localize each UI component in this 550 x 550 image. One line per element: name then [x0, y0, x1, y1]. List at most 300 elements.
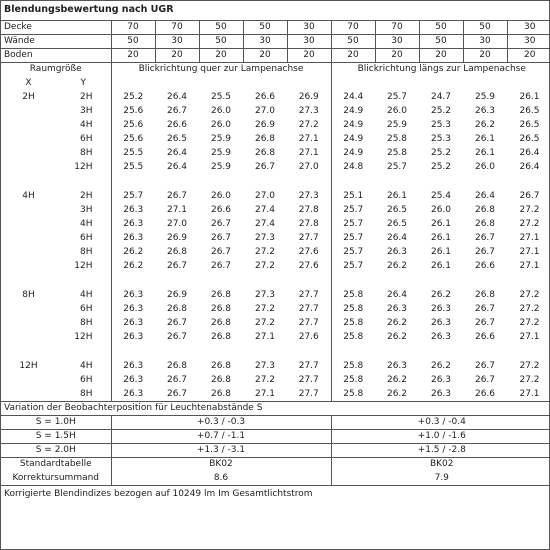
ugr-value-crosswise: 26.6	[254, 92, 276, 102]
ugr-value-crosswise: 27.2	[254, 375, 276, 385]
reflectance-value: 50	[419, 20, 463, 34]
ugr-value-lengthwise: 25.8	[343, 388, 364, 399]
variation-row	[1, 415, 550, 429]
ugr-value-crosswise: 26.3	[123, 318, 144, 328]
group-spacer	[1, 344, 550, 359]
room-y: 8H	[56, 316, 111, 330]
ugr-value-lengthwise: 25.8	[343, 375, 364, 385]
ugr-value-lengthwise: 26.4	[519, 148, 540, 158]
ugr-value-lengthwise: 26.7	[474, 233, 496, 243]
ugr-value-lengthwise: 26.2	[386, 388, 408, 399]
ugr-value-crosswise: 27.1	[254, 332, 276, 342]
table-row	[1, 203, 550, 217]
ugr-value-lengthwise: 25.7	[343, 261, 364, 271]
view-lengthwise-label: Blickrichtung längs zur Lampenachse	[357, 64, 526, 75]
ugr-value-crosswise: 26.7	[210, 233, 232, 243]
ugr-value-lengthwise: 26.1	[386, 191, 408, 201]
reflectance-value: 30	[287, 20, 331, 34]
room-y: 8H	[56, 146, 111, 160]
ugr-value-lengthwise: 26.1	[474, 148, 496, 158]
ugr-value-crosswise: 26.9	[287, 90, 331, 104]
ugr-value-crosswise: 27.3	[254, 290, 276, 300]
table-row	[1, 259, 550, 273]
reflectance-row	[1, 20, 550, 34]
reflectance-value: 50	[199, 34, 243, 48]
ugr-value-crosswise: 26.0	[210, 120, 232, 130]
ugr-value-lengthwise: 27.2	[519, 361, 540, 371]
variation-spacing: S = 2.0H	[1, 443, 111, 457]
ugr-value-lengthwise: 25.7	[343, 205, 364, 215]
reflectance-value: 70	[111, 20, 155, 34]
room-x: 8H	[22, 290, 35, 300]
ugr-value-lengthwise: 26.2	[386, 261, 408, 271]
room-size-label: Raumgröße	[1, 62, 111, 76]
y-label: Y	[56, 76, 111, 90]
table-row	[1, 118, 550, 132]
ugr-value-lengthwise: 26.0	[430, 205, 452, 215]
ugr-value-crosswise: 27.0	[287, 160, 331, 174]
ugr-value-lengthwise: 26.1	[430, 261, 452, 271]
ugr-value-crosswise: 26.6	[166, 120, 188, 130]
ugr-value-crosswise: 27.1	[166, 205, 188, 215]
ugr-value-crosswise: 27.0	[254, 191, 276, 201]
room-y: 2H	[56, 90, 111, 104]
xy-header-row	[1, 76, 550, 90]
room-y: 3H	[56, 203, 111, 217]
ugr-value-crosswise: 27.7	[287, 231, 331, 245]
room-y: 4H	[56, 217, 111, 231]
reflectance-value: 20	[243, 48, 287, 62]
ugr-value-crosswise: 26.8	[254, 148, 276, 158]
ugr-value-crosswise: 26.3	[123, 219, 144, 229]
ugr-value-lengthwise: 27.1	[519, 233, 540, 243]
ugr-value-crosswise: 27.7	[287, 387, 331, 401]
variation-row	[1, 429, 550, 443]
standard-table-lengthwise: BK02	[429, 459, 454, 470]
ugr-value-crosswise: 27.0	[166, 219, 188, 229]
ugr-value-lengthwise: 27.2	[519, 205, 540, 215]
room-y: 12H	[56, 160, 111, 174]
ugr-value-lengthwise: 26.2	[430, 361, 452, 371]
room-x: 4H	[22, 191, 35, 201]
ugr-value-lengthwise: 26.7	[474, 375, 496, 385]
ugr-value-crosswise: 26.7	[166, 261, 188, 271]
ugr-value-lengthwise: 26.7	[474, 304, 496, 314]
room-y: 6H	[56, 373, 111, 387]
reflectance-value: 30	[287, 34, 331, 48]
ugr-value-lengthwise: 24.9	[343, 148, 364, 158]
ugr-value-crosswise: 27.7	[287, 359, 331, 373]
ugr-value-lengthwise: 26.3	[386, 304, 408, 314]
reflectance-value: 50	[463, 20, 507, 34]
ugr-value-lengthwise: 25.8	[343, 361, 364, 371]
ugr-value-lengthwise: 26.4	[386, 290, 408, 300]
variation-label: Variation der Beobachterposition für Leuchtenabstände S	[1, 401, 550, 415]
room-y: 12H	[56, 259, 111, 273]
ugr-value-crosswise: 26.7	[210, 247, 232, 257]
table-row	[1, 146, 550, 160]
variation-row	[1, 443, 550, 457]
table-row	[1, 288, 550, 302]
ugr-value-crosswise: 26.3	[123, 388, 144, 399]
ugr-value-lengthwise: 26.1	[519, 92, 540, 102]
ugr-value-crosswise: 25.6	[123, 134, 144, 144]
reflectance-value: 20	[199, 48, 243, 62]
room-y: 6H	[56, 302, 111, 316]
reflectance-value: 50	[111, 34, 155, 48]
ugr-value-crosswise: 25.9	[210, 148, 232, 158]
reflectance-value: 30	[507, 34, 550, 48]
standard-table-row	[1, 457, 550, 471]
ugr-value-lengthwise: 24.8	[343, 162, 364, 172]
reflectance-value: 50	[243, 20, 287, 34]
ugr-value-lengthwise: 26.2	[430, 290, 452, 300]
ugr-value-crosswise: 27.7	[287, 316, 331, 330]
ugr-value-crosswise: 25.5	[123, 148, 144, 158]
ugr-value-lengthwise: 26.5	[519, 134, 540, 144]
ugr-value-crosswise: 27.1	[254, 388, 276, 399]
reflectance-value: 50	[199, 20, 243, 34]
ugr-value-crosswise: 26.4	[166, 162, 188, 172]
ugr-value-lengthwise: 26.3	[430, 388, 452, 399]
ugr-value-lengthwise: 25.7	[343, 219, 364, 229]
ugr-value-crosswise: 27.6	[287, 330, 331, 344]
variation-header-row	[1, 401, 550, 415]
view-header-row	[1, 62, 550, 76]
ugr-value-lengthwise: 26.1	[430, 233, 452, 243]
ugr-value-crosswise: 26.5	[166, 134, 188, 144]
x-label: X	[25, 78, 32, 88]
ugr-value-lengthwise: 26.2	[474, 120, 496, 130]
ugr-value-crosswise: 26.3	[123, 290, 144, 300]
ugr-value-lengthwise: 25.9	[386, 120, 408, 130]
ugr-value-crosswise: 25.6	[123, 106, 144, 116]
ugr-value-crosswise: 26.3	[123, 375, 144, 385]
ugr-value-crosswise: 26.7	[166, 388, 188, 399]
ugr-value-crosswise: 26.0	[210, 106, 232, 116]
table-row	[1, 160, 550, 174]
ugr-value-crosswise: 27.7	[287, 373, 331, 387]
room-y: 4H	[56, 118, 111, 132]
table-title: Blendungsbewertung nach UGR	[1, 1, 550, 20]
ugr-value-lengthwise: 26.3	[430, 332, 452, 342]
table-row	[1, 359, 550, 373]
ugr-value-crosswise: 26.8	[210, 290, 232, 300]
ugr-value-crosswise: 27.3	[287, 189, 331, 203]
ugr-value-crosswise: 26.4	[166, 148, 188, 158]
ugr-value-crosswise: 27.8	[287, 217, 331, 231]
ugr-value-crosswise: 27.6	[287, 245, 331, 259]
reflectance-value: 30	[243, 34, 287, 48]
variation-crosswise: +1.3 / -3.1	[111, 443, 331, 457]
ugr-value-lengthwise: 25.7	[386, 162, 408, 172]
ugr-value-lengthwise: 25.3	[430, 120, 452, 130]
reflectance-value: 70	[155, 20, 199, 34]
ugr-value-lengthwise: 26.3	[474, 106, 496, 116]
ugr-value-lengthwise: 26.2	[386, 332, 408, 342]
ugr-value-crosswise: 27.2	[254, 318, 276, 328]
reflectance-value: 50	[331, 34, 375, 48]
ugr-value-crosswise: 27.4	[254, 205, 276, 215]
ugr-value-crosswise: 26.8	[210, 304, 232, 314]
room-y: 3H	[56, 104, 111, 118]
ugr-value-lengthwise: 27.2	[519, 318, 540, 328]
reflectance-value: 20	[155, 48, 199, 62]
ugr-value-lengthwise: 25.8	[386, 134, 408, 144]
room-y: 4H	[56, 288, 111, 302]
correction-lengthwise: 7.9	[434, 472, 449, 483]
ugr-value-crosswise: 25.2	[123, 92, 144, 102]
room-y: 12H	[56, 330, 111, 344]
ugr-value-crosswise: 27.3	[287, 104, 331, 118]
variation-lengthwise: +0.3 / -0.4	[331, 415, 550, 429]
ugr-value-lengthwise: 26.5	[386, 205, 408, 215]
room-y: 2H	[56, 189, 111, 203]
room-x: 2H	[22, 92, 35, 102]
ugr-value-crosswise: 25.7	[123, 191, 144, 201]
ugr-value-lengthwise: 25.7	[386, 92, 408, 102]
table-row	[1, 90, 550, 104]
reflectance-value: 20	[463, 48, 507, 62]
ugr-value-lengthwise: 26.5	[519, 106, 540, 116]
standard-table-crosswise: BK02	[111, 457, 331, 471]
ugr-value-lengthwise: 26.2	[386, 318, 408, 328]
ugr-value-lengthwise: 26.6	[474, 388, 496, 399]
ugr-value-lengthwise: 25.8	[343, 304, 364, 314]
ugr-value-crosswise: 26.7	[210, 219, 232, 229]
ugr-value-crosswise: 27.1	[287, 132, 331, 146]
ugr-value-lengthwise: 26.5	[386, 219, 408, 229]
table-row	[1, 245, 550, 259]
ugr-value-crosswise: 25.5	[123, 162, 144, 172]
reflectance-value: 20	[111, 48, 155, 62]
ugr-value-lengthwise: 25.7	[343, 247, 364, 257]
reflectance-value: 70	[375, 20, 419, 34]
ugr-value-crosswise: 26.6	[210, 205, 232, 215]
ugr-table	[1, 1, 550, 545]
table-row	[1, 189, 550, 203]
reflectance-value: 30	[155, 34, 199, 48]
ugr-value-crosswise: 27.2	[254, 304, 276, 314]
ugr-value-crosswise: 25.5	[210, 92, 232, 102]
ugr-value-lengthwise: 26.4	[519, 162, 540, 172]
ugr-value-crosswise: 26.8	[210, 332, 232, 342]
reflectance-label: Decke	[1, 20, 111, 34]
reflectance-row	[1, 48, 550, 62]
reflectance-value: 20	[331, 48, 375, 62]
ugr-value-lengthwise: 24.9	[343, 120, 364, 130]
ugr-value-lengthwise: 26.0	[474, 162, 496, 172]
variation-crosswise: +0.3 / -0.3	[111, 415, 331, 429]
ugr-value-crosswise: 26.8	[210, 361, 232, 371]
ugr-value-crosswise: 27.1	[287, 146, 331, 160]
ugr-value-lengthwise: 26.3	[430, 304, 452, 314]
ugr-value-crosswise: 26.7	[166, 318, 188, 328]
ugr-value-lengthwise: 26.7	[519, 191, 540, 201]
ugr-value-crosswise: 26.8	[166, 247, 188, 257]
ugr-value-lengthwise: 27.1	[519, 388, 540, 399]
table-row	[1, 132, 550, 146]
reflectance-label: Wände	[1, 34, 111, 48]
reflectance-label: Boden	[1, 48, 111, 62]
correction-label: Korrektursummand	[1, 471, 111, 485]
variation-lengthwise: +1.0 / -1.6	[331, 429, 550, 443]
ugr-value-lengthwise: 24.7	[430, 92, 452, 102]
ugr-value-lengthwise: 27.2	[519, 290, 540, 300]
ugr-value-lengthwise: 26.4	[474, 191, 496, 201]
reflectance-value: 50	[419, 34, 463, 48]
ugr-value-crosswise: 26.7	[166, 375, 188, 385]
group-spacer	[1, 174, 550, 189]
ugr-value-crosswise: 27.2	[254, 247, 276, 257]
ugr-value-lengthwise: 27.1	[519, 261, 540, 271]
view-crosswise-label: Blickrichtung quer zur Lampenachse	[111, 62, 331, 76]
ugr-value-crosswise: 26.9	[254, 120, 276, 130]
ugr-value-lengthwise: 25.8	[343, 318, 364, 328]
variation-lengthwise: +1.5 / -2.8	[331, 443, 550, 457]
ugr-value-lengthwise: 26.1	[430, 219, 452, 229]
ugr-value-lengthwise: 26.4	[386, 233, 408, 243]
ugr-value-crosswise: 27.4	[254, 219, 276, 229]
ugr-value-crosswise: 27.2	[287, 118, 331, 132]
ugr-value-lengthwise: 25.7	[343, 233, 364, 243]
reflectance-value: 20	[375, 48, 419, 62]
ugr-value-lengthwise: 26.7	[474, 247, 496, 257]
ugr-value-lengthwise: 26.8	[474, 219, 496, 229]
ugr-value-lengthwise: 25.8	[343, 332, 364, 342]
ugr-value-crosswise: 26.3	[123, 304, 144, 314]
ugr-value-crosswise: 27.6	[287, 259, 331, 273]
ugr-value-lengthwise: 26.1	[474, 134, 496, 144]
ugr-value-crosswise: 27.0	[254, 106, 276, 116]
standard-table-label: Standardtabelle	[1, 457, 111, 471]
ugr-value-crosswise: 26.4	[166, 92, 188, 102]
ugr-value-lengthwise: 25.8	[343, 290, 364, 300]
note-row	[1, 485, 550, 545]
variation-spacing: S = 1.0H	[1, 415, 111, 429]
ugr-value-crosswise: 26.3	[123, 332, 144, 342]
reflectance-value: 20	[507, 48, 550, 62]
ugr-value-lengthwise: 26.5	[519, 120, 540, 130]
ugr-value-crosswise: 26.7	[254, 162, 276, 172]
ugr-value-crosswise: 27.3	[254, 361, 276, 371]
table-row	[1, 387, 550, 401]
table-row	[1, 373, 550, 387]
ugr-value-lengthwise: 26.3	[386, 361, 408, 371]
reflectance-value: 20	[419, 48, 463, 62]
ugr-value-crosswise: 26.2	[123, 261, 144, 271]
ugr-value-lengthwise: 25.1	[343, 191, 364, 201]
table-row	[1, 302, 550, 316]
ugr-value-lengthwise: 26.6	[474, 261, 496, 271]
table-row	[1, 104, 550, 118]
ugr-value-crosswise: 27.8	[287, 203, 331, 217]
ugr-value-lengthwise: 27.2	[519, 219, 540, 229]
ugr-value-crosswise: 27.7	[287, 302, 331, 316]
table-row	[1, 316, 550, 330]
ugr-value-lengthwise: 26.6	[474, 332, 496, 342]
room-y: 8H	[56, 387, 111, 401]
room-x: 12H	[19, 361, 38, 371]
reflectance-value: 30	[507, 20, 550, 34]
ugr-value-lengthwise: 27.2	[519, 375, 540, 385]
room-y: 6H	[56, 132, 111, 146]
ugr-value-crosswise: 25.9	[210, 134, 232, 144]
ugr-value-crosswise: 26.9	[166, 290, 188, 300]
table-row	[1, 231, 550, 245]
ugr-value-lengthwise: 26.3	[430, 375, 452, 385]
ugr-value-crosswise: 26.3	[123, 361, 144, 371]
variation-crosswise: +0.7 / -1.1	[111, 429, 331, 443]
ugr-value-crosswise: 26.7	[166, 106, 188, 116]
ugr-value-crosswise: 27.7	[287, 288, 331, 302]
ugr-value-lengthwise: 27.1	[519, 247, 540, 257]
reflectance-value: 30	[463, 34, 507, 48]
ugr-value-lengthwise: 25.9	[474, 92, 496, 102]
ugr-value-crosswise: 26.8	[254, 134, 276, 144]
footnote: Korrigierte Blendindizes bezogen auf 10249 lm Im Gesamtlichtstrom	[1, 485, 550, 545]
ugr-value-crosswise: 25.6	[123, 120, 144, 130]
variation-spacing: S = 1.5H	[1, 429, 111, 443]
ugr-value-crosswise: 26.3	[123, 233, 144, 243]
ugr-value-crosswise: 27.2	[254, 261, 276, 271]
ugr-value-lengthwise: 26.7	[474, 318, 496, 328]
ugr-value-lengthwise: 25.2	[430, 162, 452, 172]
ugr-value-lengthwise: 26.2	[386, 375, 408, 385]
ugr-value-crosswise: 26.7	[166, 332, 188, 342]
ugr-value-crosswise: 26.8	[210, 388, 232, 399]
ugr-value-lengthwise: 24.9	[343, 134, 364, 144]
ugr-value-lengthwise: 24.4	[343, 92, 364, 102]
room-y: 8H	[56, 245, 111, 259]
ugr-value-lengthwise: 26.3	[386, 247, 408, 257]
ugr-value-crosswise: 26.3	[123, 205, 144, 215]
reflectance-row	[1, 34, 550, 48]
correction-row	[1, 471, 550, 485]
ugr-value-crosswise: 25.9	[210, 162, 232, 172]
ugr-value-lengthwise: 25.3	[430, 134, 452, 144]
ugr-value-lengthwise: 27.1	[519, 332, 540, 342]
reflectance-value: 30	[375, 34, 419, 48]
ugr-value-lengthwise: 26.8	[474, 205, 496, 215]
ugr-value-crosswise: 26.7	[166, 191, 188, 201]
table-row	[1, 217, 550, 231]
ugr-value-lengthwise: 27.2	[519, 304, 540, 314]
ugr-value-crosswise: 26.2	[123, 247, 144, 257]
ugr-value-crosswise: 26.9	[166, 233, 188, 243]
reflectance-value: 20	[287, 48, 331, 62]
ugr-value-crosswise: 26.8	[166, 361, 188, 371]
ugr-value-lengthwise: 26.0	[386, 106, 408, 116]
ugr-value-lengthwise: 24.9	[343, 106, 364, 116]
ugr-value-lengthwise: 25.2	[430, 148, 452, 158]
reflectance-value: 70	[331, 20, 375, 34]
ugr-value-lengthwise: 26.7	[474, 361, 496, 371]
ugr-value-lengthwise: 25.4	[430, 191, 452, 201]
ugr-value-lengthwise: 26.8	[474, 290, 496, 300]
ugr-value-lengthwise: 25.8	[386, 148, 408, 158]
correction-crosswise: 8.6	[111, 471, 331, 485]
ugr-value-lengthwise: 25.2	[430, 106, 452, 116]
ugr-value-crosswise: 26.8	[210, 375, 232, 385]
group-spacer	[1, 273, 550, 288]
ugr-value-lengthwise: 26.1	[430, 247, 452, 257]
room-y: 6H	[56, 231, 111, 245]
ugr-value-crosswise: 26.8	[166, 304, 188, 314]
ugr-value-crosswise: 26.7	[210, 261, 232, 271]
ugr-value-crosswise: 27.3	[254, 233, 276, 243]
ugr-value-crosswise: 26.0	[210, 191, 232, 201]
